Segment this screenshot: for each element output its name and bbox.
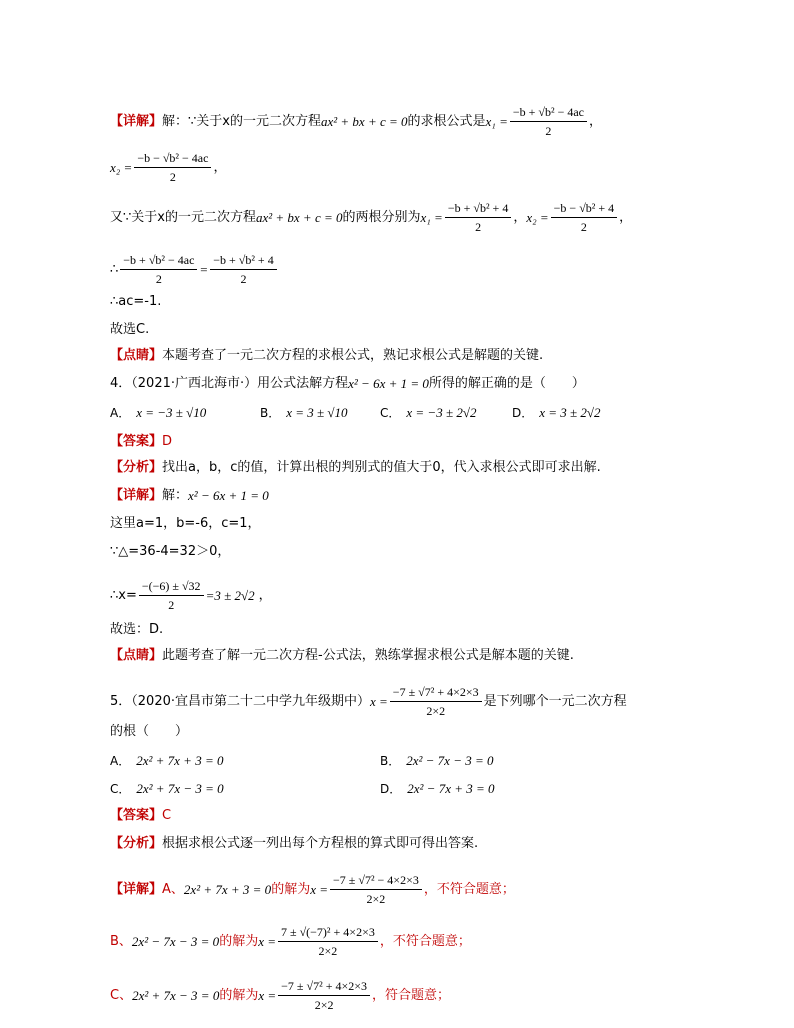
text: ， bbox=[258, 587, 272, 603]
fraction bbox=[120, 252, 197, 287]
answer-value: C bbox=[162, 808, 172, 823]
denominator: 2×2 bbox=[366, 892, 386, 906]
x2-label: x₂ = bbox=[110, 159, 133, 175]
numerator: −b + √b² − 4ac bbox=[510, 104, 587, 122]
text: ， bbox=[588, 113, 602, 129]
denominator: 2×2 bbox=[318, 944, 338, 958]
detail-tag: 【详解】 bbox=[110, 881, 163, 897]
q5-stem bbox=[110, 684, 627, 719]
option-text: x = −3 ± √10 bbox=[136, 405, 207, 420]
equation: x² − 6x + 1 = 0 bbox=[188, 488, 269, 503]
text: ∴x= bbox=[110, 587, 137, 603]
q4-solution-line bbox=[110, 578, 272, 613]
equation: ax² + bx + c = 0 bbox=[320, 113, 408, 129]
q5-stem-continued: 的根（ ） bbox=[110, 724, 189, 739]
option-text: 2x² + 7x − 3 = 0 bbox=[136, 781, 224, 796]
q5-option-c bbox=[110, 780, 224, 797]
denominator: 2 bbox=[580, 220, 587, 234]
text: ，符合题意； bbox=[372, 987, 451, 1003]
fraction bbox=[510, 104, 587, 139]
text: 是下列哪个一元二次方程 bbox=[483, 693, 627, 709]
text: ， bbox=[619, 209, 633, 225]
text: ，不符合题意； bbox=[379, 933, 471, 949]
q4-option-b bbox=[260, 404, 348, 421]
option-text: 2x² + 7x + 3 = 0 bbox=[136, 753, 224, 768]
denominator: 2 bbox=[168, 598, 175, 612]
fraction bbox=[210, 252, 277, 287]
text: ，不符合题意； bbox=[423, 881, 515, 897]
q5-answer bbox=[110, 806, 171, 826]
comment-tag: 【点睛】 bbox=[110, 648, 163, 663]
numerator: 7 ± √(−7)² + 4×2×3 bbox=[278, 924, 378, 942]
numerator: −b + √b² − 4ac bbox=[120, 252, 197, 270]
equation: x² − 6x + 1 = 0 bbox=[348, 376, 429, 391]
equals: = bbox=[199, 261, 209, 277]
option-text: x = 3 ± √10 bbox=[286, 405, 348, 420]
detail-tag: 【详解】 bbox=[110, 113, 163, 129]
denominator: 2×2 bbox=[426, 704, 446, 718]
comment-line bbox=[110, 346, 543, 366]
text: 所得的解正确的是（ ） bbox=[428, 376, 585, 391]
q4-detail bbox=[110, 486, 269, 506]
text: 的求根公式是 bbox=[407, 113, 486, 129]
equation: 2x² − 7x − 3 = 0 bbox=[131, 933, 220, 949]
detail-line-4 bbox=[110, 252, 279, 287]
q5-option-b bbox=[380, 752, 494, 769]
detail-line-2 bbox=[110, 150, 226, 185]
option-text: x = −3 ± 2√2 bbox=[406, 405, 477, 420]
denominator: 2 bbox=[475, 220, 482, 234]
numerator: −b + √b² + 4 bbox=[210, 252, 277, 270]
analysis-tag: 【分析】 bbox=[110, 460, 163, 475]
x-label: x = bbox=[310, 881, 328, 897]
option-text: x = 3 ± 2√2 bbox=[539, 405, 601, 420]
text: 此题考查了解一元二次方程-公式法，熟练掌握求根公式是解本题的关键. bbox=[162, 648, 574, 663]
q4-option-c bbox=[380, 404, 476, 421]
numerator: −7 ± √7² − 4×2×3 bbox=[330, 872, 422, 890]
x-label: x = bbox=[258, 987, 277, 1003]
option-label: A． bbox=[110, 406, 131, 420]
q4-analysis bbox=[110, 458, 601, 478]
option-label: B． bbox=[380, 754, 401, 768]
equation: 2x² + 7x + 3 = 0 bbox=[183, 881, 272, 897]
text: 4．（2021·广西北海市·）用公式法解方程 bbox=[110, 376, 349, 391]
numerator: −(−6) ± √32 bbox=[139, 578, 204, 596]
q4-option-d bbox=[512, 404, 601, 421]
q5-detail-c bbox=[110, 978, 450, 1013]
option-label: C． bbox=[110, 782, 131, 796]
text: 的两根分别为 bbox=[342, 209, 421, 225]
q4-delta-line: ∵△=36-4=32＞0， bbox=[110, 544, 231, 559]
q5-option-a bbox=[110, 752, 223, 769]
option-label: A． bbox=[110, 754, 131, 768]
option-label: D． bbox=[380, 782, 402, 796]
detail-line-1 bbox=[110, 104, 602, 139]
text: ， bbox=[513, 209, 527, 225]
comment-tag: 【点睛】 bbox=[110, 348, 163, 363]
text: 解： bbox=[162, 488, 189, 503]
option-label: D． bbox=[512, 406, 534, 420]
fraction bbox=[278, 924, 378, 959]
answer-tag: 【答案】 bbox=[110, 808, 163, 823]
equation: 2x² + 7x − 3 = 0 bbox=[132, 987, 220, 1003]
q4-answer bbox=[110, 432, 172, 452]
detail-line-5: ∴ac=-1. bbox=[110, 294, 162, 309]
text: A、 bbox=[162, 881, 184, 897]
fraction bbox=[278, 978, 370, 1013]
x-label: x = bbox=[370, 693, 388, 709]
q4-choose-line: 故选：D. bbox=[110, 622, 164, 637]
text: 又∵关于x的一元二次方程 bbox=[110, 209, 256, 225]
detail-line-6: 故选C. bbox=[110, 322, 150, 337]
text: 解：∵关于x的一元二次方程 bbox=[162, 113, 321, 129]
q4-option-a bbox=[110, 404, 206, 421]
numerator: −b + √b² + 4 bbox=[445, 200, 512, 218]
denominator: 2 bbox=[240, 272, 247, 286]
equation: ax² + bx + c = 0 bbox=[255, 209, 343, 225]
numerator: −b − √b² − 4ac bbox=[134, 150, 211, 168]
denominator: 2×2 bbox=[314, 998, 334, 1012]
numerator: −7 ± √7² + 4×2×3 bbox=[278, 978, 370, 996]
q5-detail-a bbox=[110, 872, 515, 907]
q4-comment bbox=[110, 646, 574, 666]
text: 找出a，b，c的值，计算出根的判别式的值大于0，代入求根公式即可求出解. bbox=[162, 460, 601, 475]
analysis-tag: 【分析】 bbox=[110, 836, 163, 851]
denominator: 2 bbox=[155, 272, 162, 286]
numerator: −7 ± √7² + 4×2×3 bbox=[390, 684, 482, 702]
fraction bbox=[445, 200, 512, 235]
option-label: C． bbox=[380, 406, 401, 420]
text: 5．（2020·宜昌市第二十二中学九年级期中） bbox=[110, 693, 370, 709]
fraction bbox=[390, 684, 482, 719]
q5-option-d bbox=[380, 780, 495, 797]
text: 的解为 bbox=[219, 933, 259, 949]
option-label: B． bbox=[260, 406, 281, 420]
q4-stem bbox=[110, 374, 585, 394]
x-label: x = bbox=[258, 933, 276, 949]
detail-line-3 bbox=[110, 200, 632, 235]
result: =3 ± 2√2 bbox=[205, 587, 255, 603]
text: 根据求根公式逐一列出每个方程根的算式即可得出答案. bbox=[162, 836, 479, 851]
option-text: 2x² − 7x + 3 = 0 bbox=[407, 781, 495, 796]
fraction bbox=[330, 872, 422, 907]
text: B、 bbox=[110, 933, 132, 949]
x1-label: x₁ = bbox=[420, 209, 443, 225]
detail-tag: 【详解】 bbox=[110, 488, 163, 503]
text: C、 bbox=[110, 987, 133, 1003]
answer-value: D bbox=[162, 434, 173, 449]
q4-here-line: 这里a=1，b=-6，c=1， bbox=[110, 516, 261, 531]
fraction bbox=[139, 578, 204, 613]
q5-analysis bbox=[110, 834, 478, 854]
q5-detail-b bbox=[110, 924, 471, 959]
denominator: 2 bbox=[545, 124, 552, 138]
denominator: 2 bbox=[169, 170, 176, 184]
text: 本题考查了一元二次方程的求根公式，熟记求根公式是解题的关键. bbox=[162, 348, 544, 363]
numerator: −b − √b² + 4 bbox=[551, 200, 618, 218]
therefore-symbol: ∴ bbox=[110, 261, 119, 277]
answer-tag: 【答案】 bbox=[110, 434, 163, 449]
option-text: 2x² − 7x − 3 = 0 bbox=[406, 753, 494, 768]
fraction bbox=[134, 150, 211, 185]
x2-label: x₂ = bbox=[526, 209, 549, 225]
text: 的解为 bbox=[271, 881, 311, 897]
text: ， bbox=[213, 159, 227, 175]
text: 的解为 bbox=[219, 987, 259, 1003]
fraction bbox=[551, 200, 618, 235]
x1-label: x₁ = bbox=[485, 113, 508, 129]
